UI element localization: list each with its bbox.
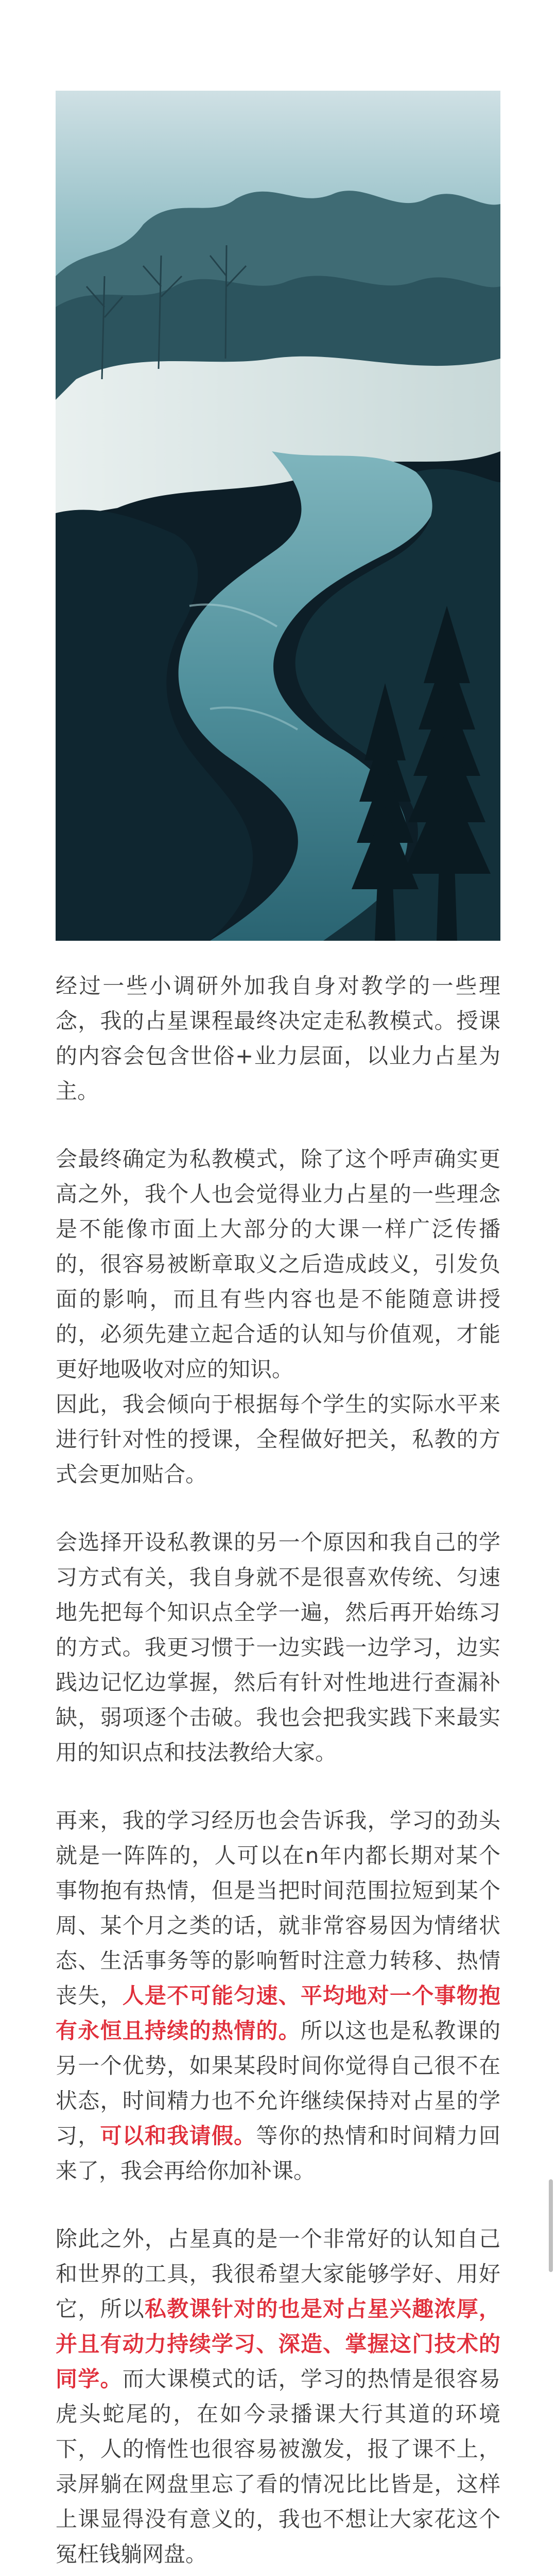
scrollbar-thumb[interactable] (549, 2179, 553, 2272)
hero-image (56, 91, 500, 941)
winter-river-woodcut-image (56, 91, 500, 941)
paragraph-tailored-teaching: 因此，我会倾向于根据每个学生的实际水平来进行针对性的授课，全程做好把关，私教的方式会更加贴合。 (56, 1392, 500, 1487)
paragraph-course-mode: 经过一些小调研外加我自身对教学的一些理念，我的占星课程最终决定走私教模式。授课的内容会包含世俗+业力层面，以业力占星为主。 (56, 973, 500, 1104)
paragraph-target-students (56, 2222, 500, 2572)
text-segment: 所以这也是私教课的另一个优势，如果某段时间你觉得自己很不在状态，时间精力也不允许继续保持对占星的学习， (56, 2018, 500, 2148)
paragraph-learning-enthusiasm (56, 1803, 500, 2189)
paragraph-karmic-astrology: 会最终确定为私教模式，除了这个呼声确实更高之外，我个人也会觉得业力占星的一些理念是不能像市面上大部分的大课一样广泛传播的，很容易被断章取义之后造成歧义，引发负面的影响，而且有些内容也是不能随意讲授的，必须先建立起合适的认知与价值观，才能更好地吸收对应的知识。 (56, 1146, 500, 1382)
text-segment: 而大课模式的话，学习的热情是很容易虎头蛇尾的，在如今录播课大行其道的环境下，人的惰性也很容易被激发，报了课不上，录屏躺在网盘里忘了看的情况比比皆是，这样上课显得没有意义的，我也不想让大家花这个冤枉钱躺网盘。 (56, 2366, 500, 2567)
article-body (56, 969, 500, 2576)
paragraph-learning-style: 会选择开设私教课的另一个原因和我自己的学习方式有关，我自身就不是很喜欢传统、匀速地先把每个知识点全学一遍，然后再开始练习的方式。我更习惯于一边实践一边学习，边实践边记忆边掌握，然后有针对性地进行查漏补缺，弱项逐个击破。我也会把我实践下来最实用的知识点和技法教给大家。 (56, 1530, 500, 1765)
highlight-text: 可以和我请假。 (100, 2123, 256, 2148)
text-segment: 等你的热情和时间精力回来了，我会再给你加补课。 (56, 2123, 500, 2183)
highlight-text: 人是不可能匀速、平均地对一个事物抱有永恒且持续的热情的。 (56, 1983, 500, 2043)
text-segment: 再来，我的学习经历也会告诉我，学习的劲头就是一阵阵的，人可以在n年内都长期对某个事物抱有热情，但是当把时间范围拉短到某个周、某个月之类的话，就非常容易因为情绪状态、生活事务等的影响暂时注意力转移、热情丧失， (56, 1808, 500, 2008)
highlight-text: 私教课针对的也是对占星兴趣浓厚，并且有动力持续学习、深造、掌握这门技术的同学。 (56, 2296, 500, 2392)
text-segment: 除此之外，占星真的是一个非常好的认知自己和世界的工具，我很希望大家能够学好、用好它，所以 (56, 2226, 500, 2321)
